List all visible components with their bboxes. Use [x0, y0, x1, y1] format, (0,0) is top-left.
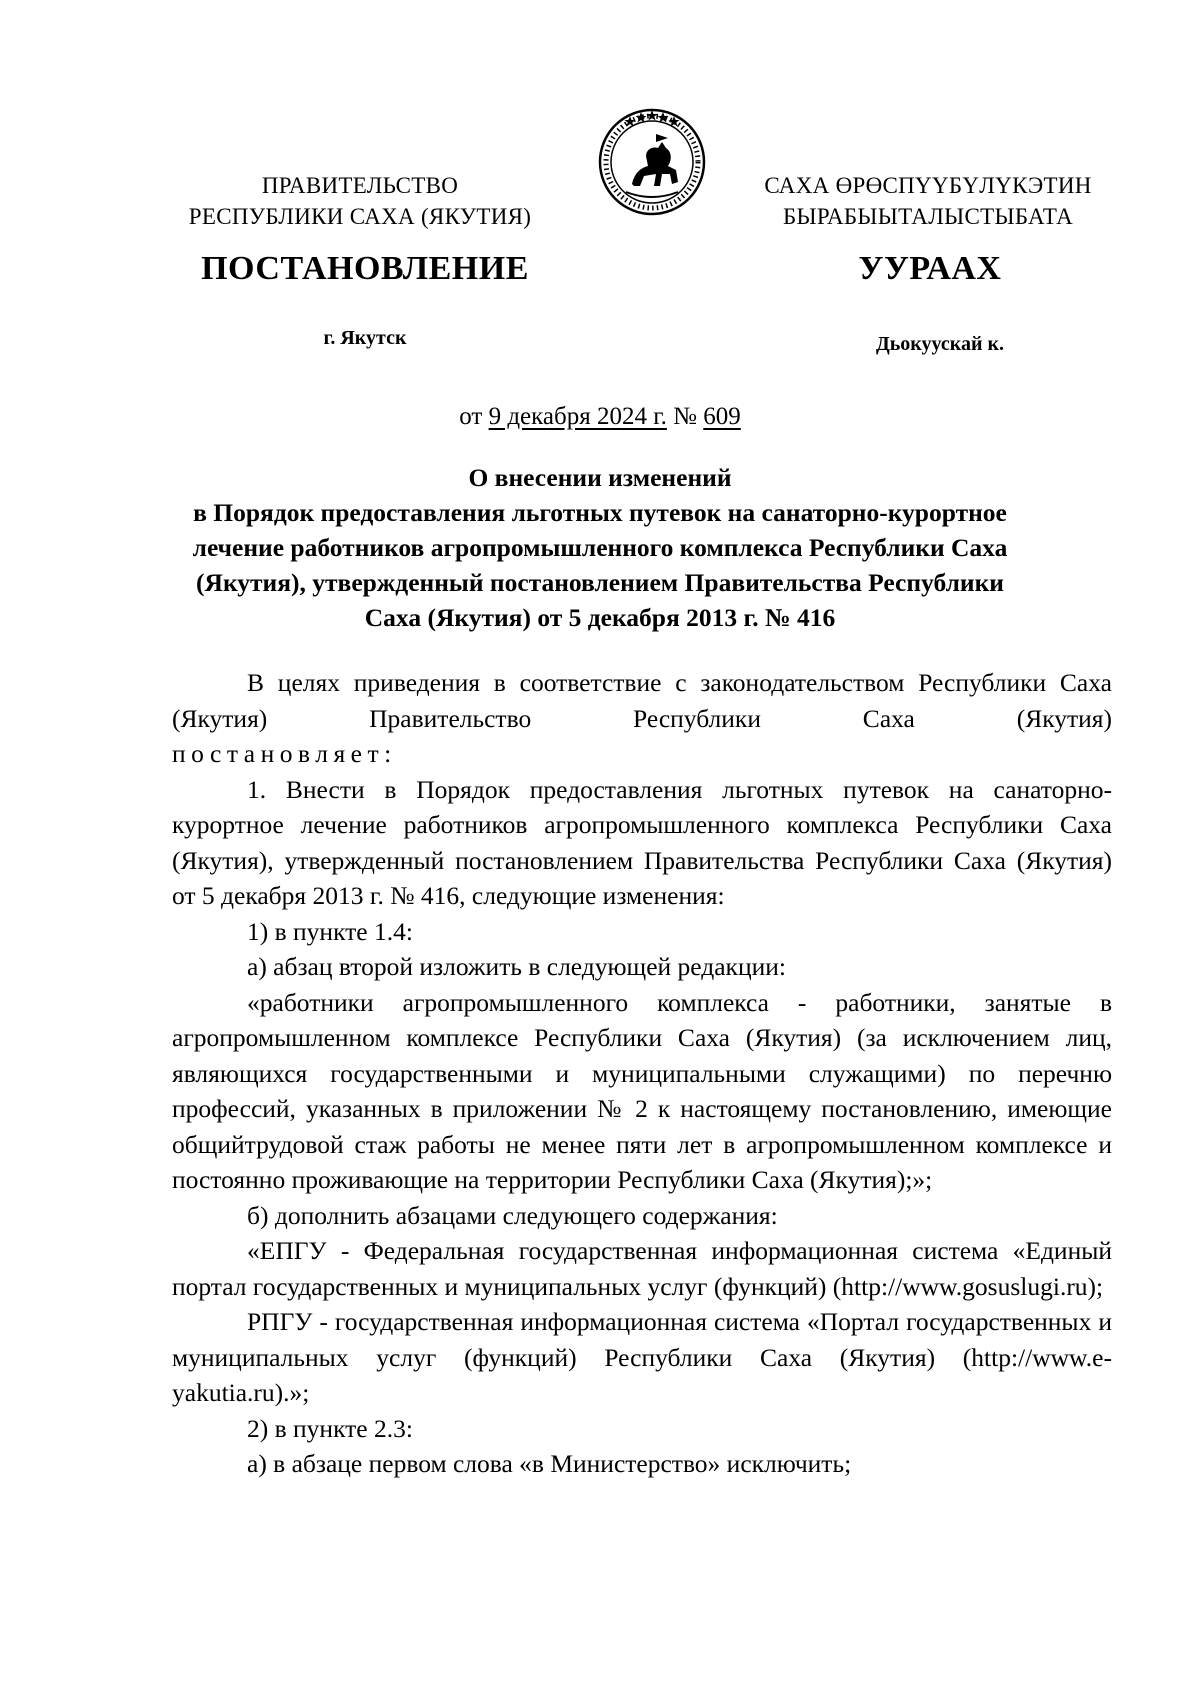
- issuer-line-2: БЫРАБЫЫТАЛЫСТЫБАТА: [782, 204, 1074, 229]
- epgu-definition-paragraph: «ЕПГУ - Федеральная государственная информационная система «Единый портал государственных и муниципальных услуг (функций) (http://www.gosuslugi.ru);: [172, 1236, 1112, 1301]
- title-line: О внесении изменений: [468, 463, 732, 492]
- title-line: лечение работников агропромышленного комплекса Республики Саха: [192, 533, 1008, 562]
- issuer-line-2: РЕСПУБЛИКИ САХА (ЯКУТИЯ): [188, 204, 532, 229]
- subitem-1a-paragraph: а) абзац второй изложить в следующей редакции:: [247, 952, 786, 981]
- decree-number: 609: [703, 403, 741, 430]
- subitem-1b-paragraph: б) дополнить абзацами следующего содержания:: [247, 1200, 778, 1230]
- item-1-paragraph: 1. Внести в Порядок предоставления льготных путевок на санаторно-курортное лечение работников агропромышленного комплекса Республики Саха (Якутия), утвержденный постановлением Правительства Республики Саха (Якутия) от 5 декабря 2013 г. № 416, следующие изменения:: [172, 774, 1112, 910]
- coat-of-arms-icon: [596, 104, 708, 216]
- doc-type-russian: ПОСТАНОВЛЕНИЕ: [201, 250, 529, 287]
- doc-type-yakut: УУРААХ: [858, 250, 1002, 287]
- date-prefix: от: [459, 403, 483, 430]
- subitem-1-paragraph: 1) в пункте 1.4:: [247, 916, 413, 946]
- number-sign: №: [673, 403, 698, 430]
- title-line: (Якутия), утвержденный постановлением Правительства Республики: [196, 568, 1004, 597]
- issuer-line-1: ПРАВИТЕЛЬСТВО: [261, 173, 459, 198]
- city-yakut: Дьокуускай к.: [875, 333, 1005, 355]
- decree-title: [150, 460, 1050, 635]
- title-line: Саха (Якутия) от 5 декабря 2013 г. № 416: [364, 603, 836, 632]
- issuer-line-1: САХА ӨРӨСПҮҮБҮЛҮКЭТИН: [764, 173, 1092, 198]
- city-russian: г. Якутск: [323, 327, 407, 349]
- subitem-2-paragraph: 2) в пункте 2.3:: [247, 1413, 413, 1443]
- intro-paragraph: В целях приведения в соответствие с законодательством Республики Саха (Якутия) Правительство Республики Саха (Якутия): [172, 668, 1112, 733]
- issuer-header-russian: [170, 170, 550, 232]
- quoted-definition-paragraph: «работники агропромышленного комплекса - работники, занятые в агропромышленном комплексе Республики Саха (Якутия) (за исключением лиц, являющихся государственными и муниципальными служащими) по перечню профессий, указанных в приложении № 2 к настоящему постановлению, имеющие общийтрудовой стаж работы не менее пяти лет в агропромышленном комплексе и постоянно проживающие на территории Республики Саха (Якутия);»;: [172, 987, 1112, 1194]
- title-line: в Порядок предоставления льготных путевок на санаторно-курортное: [193, 498, 1007, 527]
- rpgu-definition-paragraph: РПГУ - государственная информационная система «Портал государственных и муниципальных услуг (функций) Республики Саха (Якутия) (http://www.e-yakutia.ru).»;: [172, 1307, 1112, 1407]
- decree-date-line: [300, 403, 900, 431]
- subitem-2a-paragraph: а) в абзаце первом слова «в Министерство» исключить;: [247, 1449, 852, 1478]
- decree-body: [172, 665, 1112, 1482]
- decree-verb: постановляет:: [172, 739, 397, 768]
- issuer-header-yakut: [738, 170, 1118, 232]
- decree-date: 9 декабря 2024 г.: [488, 403, 667, 430]
